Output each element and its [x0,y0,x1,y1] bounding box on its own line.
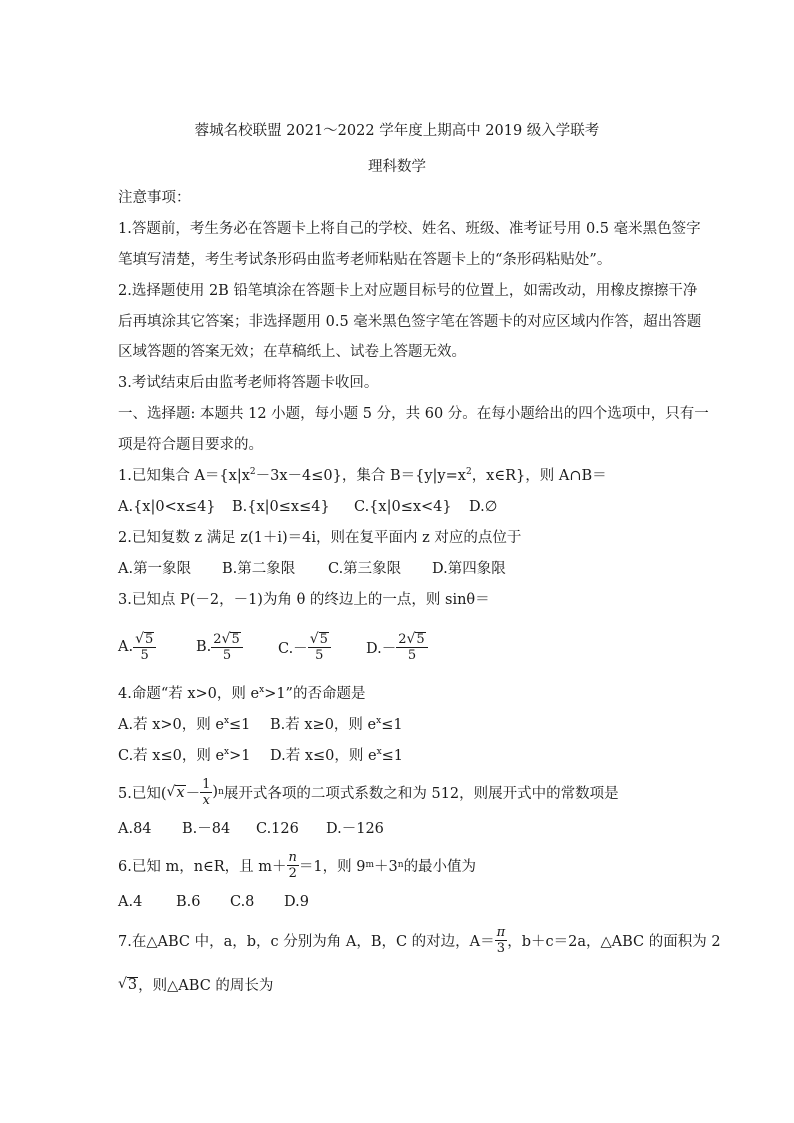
notice-heading: 注意事项： [118,190,191,206]
question-5-option-c: C.126 [256,821,299,837]
question-4-option-c: C.若 x≤0，则 $e^x>1$ [118,747,251,764]
question-4-stem: 4.命题“若 x>0，则 $e^x>1$”的否命题是 [118,685,366,702]
fraction: $\frac{2√5}{5}$ [211,632,242,663]
notice-item-3: 3.考试结束后由监考老师将答题卡收回。 [118,375,379,391]
question-3-option-a: A. $\frac{√5}{5}$ [118,627,156,667]
question-3-option-b: B. $\frac{2√5}{5}$ [196,627,243,667]
fraction: $\frac{√5}{5}$ [133,632,156,663]
question-6-option-d: D.9 [284,894,309,910]
question-7-stem: 7.在△ABC 中，a，b，c 分别为角 A，B，C 的对边，A＝ $\frac{\pi}{3}$ ，b＋c＝2a，△ABC 的面积为 2 [118,924,721,956]
question-4-option-b: B.若 x≥0，则 $e^x\le 1$ [270,716,403,733]
notice-item-2b: 后再填涂其它答案；非选择题用 0.5 毫米黑色签字笔在答题卡的对应区域内作答，超出答题 [118,314,702,330]
question-5-option-d: D.－126 [326,821,384,837]
fraction: $\frac{1}{x}$ [202,776,211,808]
notice-item-1b: 笔填写清楚，考生考试条形码由监考老师粘贴在答题卡上的“条形码粘贴处”。 [118,252,612,268]
question-6-option-a: A.4 [118,894,143,910]
notice-item-2c: 区域答题的答案无效；在草稿纸上、试卷上答题无效。 [118,344,466,360]
question-4-option-a: A.若 x>0，则 $e^x\le 1$ [118,716,251,733]
section1-line-a: 一、选择题: 本题共 12 小题，每小题 5 分，共 60 分。在每小题给出的四个选项中，只有一 [118,406,709,422]
question-5-stem: 5.已知( √ x － $\frac{1}{x}$ ) n 展开式各项的二项式系数之和为 512，则展开式中的常数项是 [118,776,619,808]
fraction: $\frac{2√5}{5}$ [396,632,427,663]
question-3-stem: 3.已知点 P(－2，－1)为角 θ 的终边上的一点，则 sinθ＝ [118,592,490,608]
question-7-stem-cont: √ 3 ，则△ABC 的周长为 [118,976,274,994]
notice-item-1a: 1.答题前，考生务必在答题卡上将自己的学校、姓名、班级、准考证号用 0.5 毫米黑色签字 [118,221,701,237]
question-1-option-c: C.{x|0≤x<4} [354,499,452,515]
question-2-option-d: D.第四象限 [432,561,506,577]
question-2-option-c: C.第三象限 [328,561,402,577]
fraction: $\frac{\pi}{3}$ [496,924,506,956]
question-1-option-d: D.∅ [469,499,498,515]
exam-subject: 理科数学 [368,159,426,175]
question-4-option-d: D.若 x≤0，则 $e^x\le 1$ [270,747,404,764]
notice-item-2a: 2.选择题使用 2B 铅笔填涂在答题卡上对应题目标号的位置上，如需改动，用橡皮擦擦干净 [118,283,698,299]
question-5-option-b: B.－84 [182,821,231,837]
question-1-option-b: B.{x|0≤x≤4} [232,499,330,515]
question-2-option-b: B.第二象限 [222,561,296,577]
question-3-option-d: D.－ $\frac{2√5}{5}$ [366,627,428,667]
question-6-option-b: B.6 [176,894,201,910]
exam-title: 蓉城名校联盟 2021～2022 学年度上期高中 2019 级入学联考 [194,123,600,139]
fraction: $\frac{√5}{5}$ [308,632,331,663]
question-2-option-a: A.第一象限 [118,561,192,577]
question-6-option-c: C.8 [230,894,255,910]
question-1-option-a: A.{x|0<x≤4} [118,499,216,515]
question-2-stem: 2.已知复数 z 满足 z(1＋i)＝4i，则在复平面内 z 对应的点位于 [118,530,522,546]
question-3-option-c: C.－ $\frac{√5}{5}$ [278,627,331,667]
section1-line-b: 项是符合题目要求的。 [118,437,263,453]
question-6-stem: 6.已知 m，n∈R，且 m＋ $\frac{n}{2}$ ＝1，则 9 m ＋3 n 的最小值为 [118,849,477,881]
question-5-option-a: A.84 [118,821,152,837]
question-1-stem: 1.已知集合 $A=\{x|x^2-3x-4\le 0\}$，集合 $B=\{y|y=x^2$，x∈R}，则 A∩B＝ [118,467,607,484]
fraction: $\frac{n}{2}$ [288,849,297,881]
